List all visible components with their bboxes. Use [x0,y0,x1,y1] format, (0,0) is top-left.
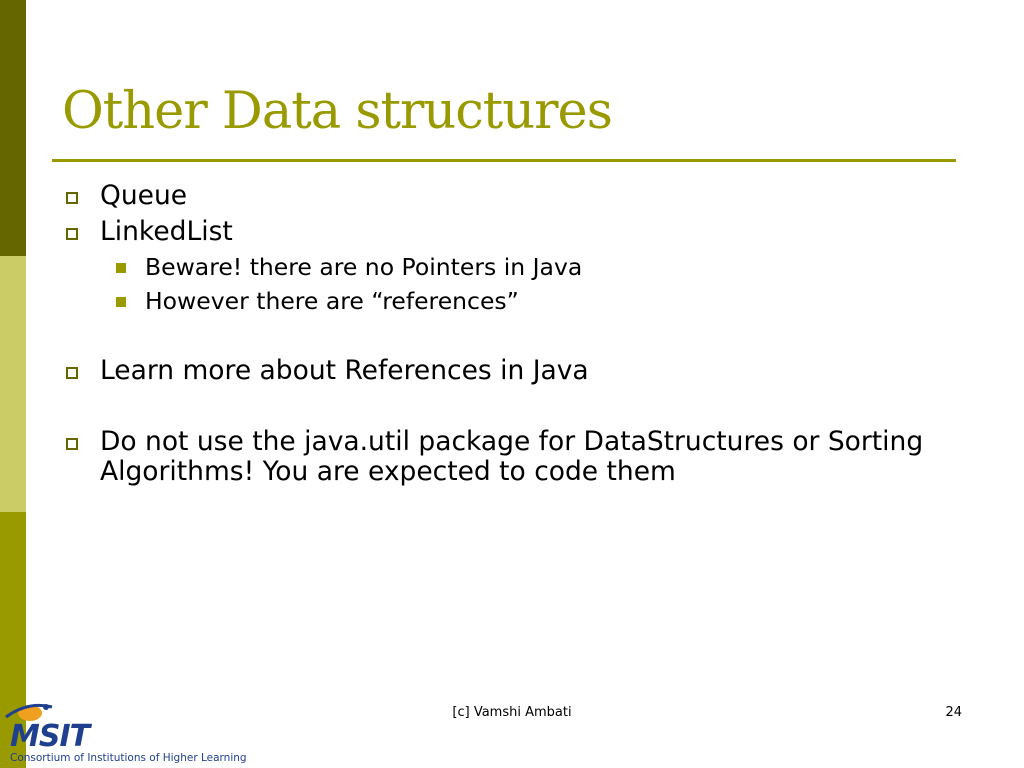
bullet-text: Do not use the java.util package for DataStructures or Sorting Algorithms! You are expected to code them [100,426,924,487]
bullet-java-util-warning [66,427,946,487]
bullet-text: Queue [100,180,188,211]
filled-square-bullet-icon [116,263,126,273]
msit-logo [0,695,272,768]
sub-bullet-text: However there are “references” [145,287,519,315]
slide-number: 24 [945,705,962,720]
slide-title: Other Data structures [62,82,612,141]
hollow-square-bullet-icon [66,192,78,204]
bullet-learn-references [66,356,946,386]
logo-caption: Consortium of Institutions of Higher Learning [10,752,247,764]
bullet-text: LinkedList [100,216,233,247]
sub-bullet-text: Beware! there are no Pointers in Java [145,253,583,281]
bullet-linkedlist [66,217,946,247]
hollow-square-bullet-icon [66,438,78,450]
title-underline [52,159,956,162]
hollow-square-bullet-icon [66,228,78,240]
footer-copyright: [c] Vamshi Ambati [452,705,572,720]
sub-bullet-references [116,287,946,315]
bullet-text: Learn more about References in Java [100,355,589,386]
left-stripe-middle [0,256,26,512]
left-stripe-top [0,0,26,256]
bullet-queue [66,181,946,211]
filled-square-bullet-icon [116,297,126,307]
hollow-square-bullet-icon [66,367,78,379]
sub-bullet-pointers [116,253,946,281]
logo-wordmark: MSIT [10,719,90,754]
